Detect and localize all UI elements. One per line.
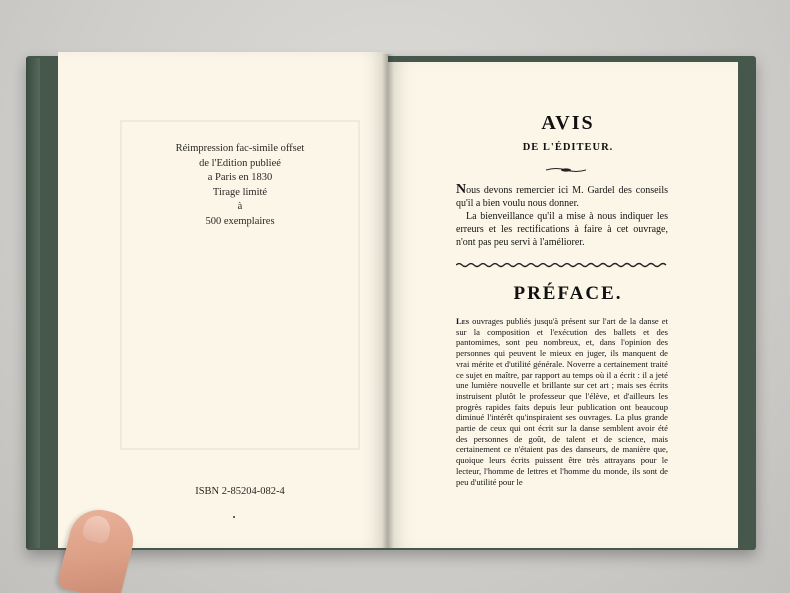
page-mark	[233, 516, 235, 518]
colophon-line: de l'Edition publieé	[199, 157, 281, 169]
colophon-line: Tirage limité	[212, 186, 268, 198]
colophon-line: Réimpression fac-simile offset	[175, 143, 305, 154]
isbn: ISBN 2-85204-082-4	[195, 486, 285, 497]
avis-text: ous devons remercier ici M. Gardel des conseils qu'il a bien voulu nous donner.	[456, 185, 668, 209]
avis-paragraph: La bienveillance qu'il a mise à nous indiquer les erreurs et les rectifications à faire à cet ouvrage, n'ont pas peu servi à l'améliorer.	[456, 211, 668, 248]
book-gutter	[382, 54, 394, 548]
avis-body	[456, 183, 668, 249]
avis-title: AVIS	[541, 112, 595, 134]
preface-title: PRÉFACE.	[513, 283, 623, 304]
ornament-divider-icon	[546, 167, 586, 173]
book-spine-edge	[26, 58, 40, 548]
preface-text: ouvrages publiés jusqu'à présent sur l'art de la danse et sur la composition et l'exécution des ballets et des pantomimes, sont peu nombreux, et, dans l'opinion des personnes qui peuvent le mieux en juger, ils manquent de vrai mérite et d'utilité générale. Noverre a certainement traité ce sujet en maître, par rapport au temps où il a écrit : il a jeté une lumière nouvelle et brillante sur cet art ; mais ses écrits instruisent plutôt le professeur que l'élève, et d'ailleurs les progrès rapides faits depuis leur publication ont beaucoup diminué l'intérêt qu'inspiraient ses ouvrages. La plus grande partie de ceux qui ont écrit sur la danse semblent avoir été des personnes de goût, de talent et de science, mais certainement ce n'étaient pas des danseurs, de manière que, quoique leurs écrits puissent être très attrayans pour le lecteur, l'homme de lettres et l'homme du monde, ils sont de peu d'utilité pour le	[456, 316, 668, 487]
colophon-line: 500 exemplaires	[205, 215, 275, 227]
preface-lead: Les	[456, 316, 470, 326]
drop-cap: N	[456, 182, 467, 197]
avis-subtitle: DE L'ÉDITEUR.	[522, 142, 614, 153]
ornament-rule-icon	[456, 262, 668, 268]
preface-body	[456, 316, 668, 487]
colophon-line: a Paris en 1830	[207, 172, 273, 183]
colophon-line: à	[237, 201, 243, 212]
avis-paragraph	[456, 183, 668, 210]
colophon	[150, 142, 330, 229]
